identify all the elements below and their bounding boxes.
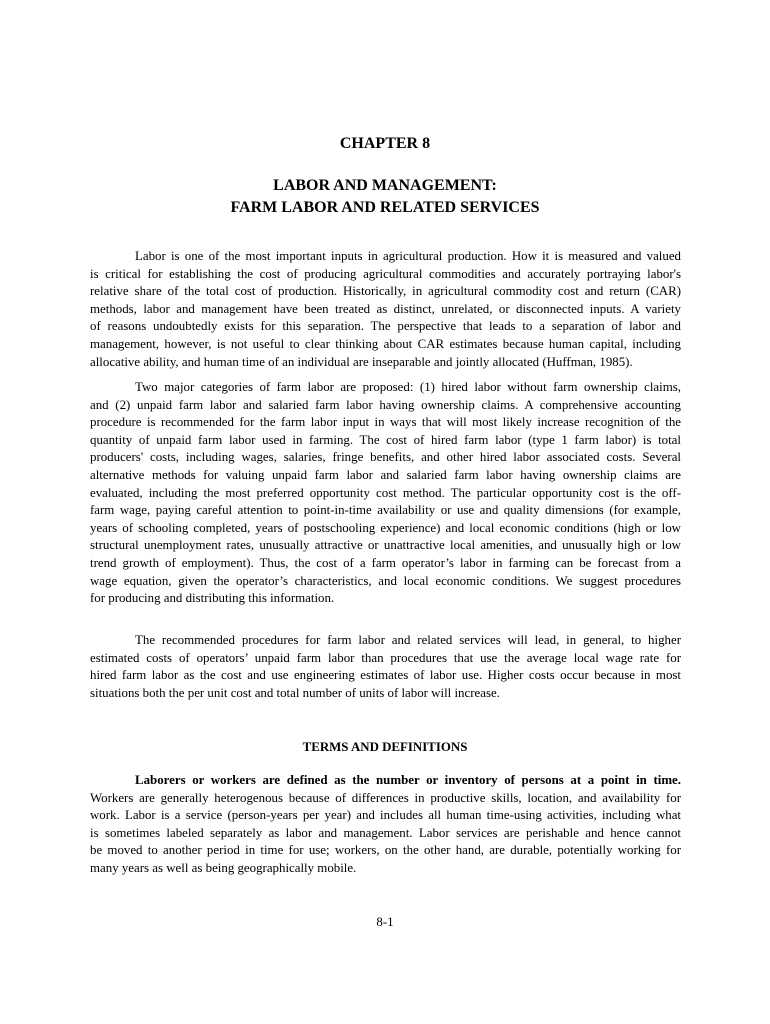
paragraph-line: is critical for establishing the cost of producing agricultural commodities and accurately portraying labor's xyxy=(90,266,681,281)
paragraph-line: many years as well as being geographically mobile. xyxy=(90,860,357,875)
paragraph-line: for producing and distributing this information. xyxy=(90,591,335,606)
chapter-heading: CHAPTER 8 xyxy=(339,135,431,152)
paragraph-line: procedure is recommended for the farm labor input in ways that will most likely increase recognition of the xyxy=(90,415,681,430)
paragraph-3 xyxy=(90,632,681,702)
chapter-title-line-2: FARM LABOR AND RELATED SERVICES xyxy=(230,199,540,216)
paragraph-line: of reasons undoubtedly exists for this separation. The perspective that leads to a separation of labor and xyxy=(90,319,681,334)
paragraph-line: trend growth of employment). Thus, the cost of a farm operator’s labor in farming can be forecast from a xyxy=(90,555,681,570)
paragraph-line: situations both the per unit cost and total number of units of labor will increase. xyxy=(90,685,500,700)
definition-lead: Laborers or workers are defined as the number or inventory of persons at a point in time. xyxy=(135,773,681,787)
paragraph-line: wage equation, given the operator’s characteristics, and local economic conditions. We suggest procedures xyxy=(90,573,681,588)
paragraph-line: alternative methods for valuing unpaid farm labor and salaried farm labor having ownership claims are xyxy=(90,467,681,482)
paragraph-line: be moved to another period in time for use; workers, on the other hand, are durable, potentially working for xyxy=(90,843,681,858)
paragraph-2 xyxy=(90,379,681,608)
paragraph-line: relative share of the total cost of production. Historically, in agricultural commodity cost and return (CAR) xyxy=(90,284,681,299)
paragraph-line: years of schooling completed, years of postschooling experience) and local economic conditions (high or low xyxy=(90,520,681,535)
paragraph-line: and (2) unpaid farm labor and salaried farm labor having ownership claims. A comprehensive accounting xyxy=(90,397,681,412)
page-number: 8-1 xyxy=(376,915,394,929)
paragraph-line: evaluated, including the most preferred opportunity cost method. The particular opportunity cost is the off- xyxy=(90,485,681,500)
paragraph-line: management, however, is not useful to clear thinking about CAR estimates because human capital, including xyxy=(90,336,681,351)
paragraph-line: hired farm labor as the cost and use engineering estimates of labor use. Higher costs occur because in most xyxy=(90,668,681,683)
section-heading: TERMS AND DEFINITIONS xyxy=(302,740,468,754)
paragraph-line: Two major categories of farm labor are proposed: (1) hired labor without farm ownership claims, xyxy=(135,380,681,394)
paragraph-line: methods, labor and management have been treated as distinct, unrelated, or disconnected inputs. A variety xyxy=(90,301,681,316)
paragraph-line: farm wage, paying careful attention to point-in-time availability or use and quality dimensions (for example, xyxy=(90,503,681,518)
paragraph-line: estimated costs of operators’ unpaid farm labor than procedures that use the average local wage rate for xyxy=(90,650,681,665)
paragraph-line: work. Labor is a service (person-years per year) and includes all human time-using activities, including what xyxy=(90,808,681,823)
chapter-title-line-1: LABOR AND MANAGEMENT: xyxy=(273,177,497,194)
paragraph-line: is sometimes labeled separately as labor and management. Labor services are perishable and hence cannot xyxy=(90,825,681,840)
paragraph-line: Workers are generally heterogenous because of differences in productive skills, location, and availability for xyxy=(90,790,681,805)
paragraph-line: structural unemployment rates, unusually attractive or unattractive local amenities, and unusually high or low xyxy=(90,538,681,553)
definition-paragraph xyxy=(90,772,681,878)
paragraph-line: The recommended procedures for farm labor and related services will lead, in general, to higher xyxy=(135,633,681,647)
paragraph-line: quantity of unpaid farm labor used in farming. The cost of hired farm labor (type 1 farm labor) is total xyxy=(90,432,681,447)
paragraph-line: Labor is one of the most important inputs in agricultural production. How it is measured and valued xyxy=(135,249,681,263)
paragraph-line: producers' costs, including wages, salaries, fringe benefits, and other hired labor associated costs. Several xyxy=(90,450,681,465)
paragraph-line: allocative ability, and human time of an individual are inseparable and jointly allocated (Huffman, 1985). xyxy=(90,354,633,369)
paragraph-1 xyxy=(90,248,681,371)
